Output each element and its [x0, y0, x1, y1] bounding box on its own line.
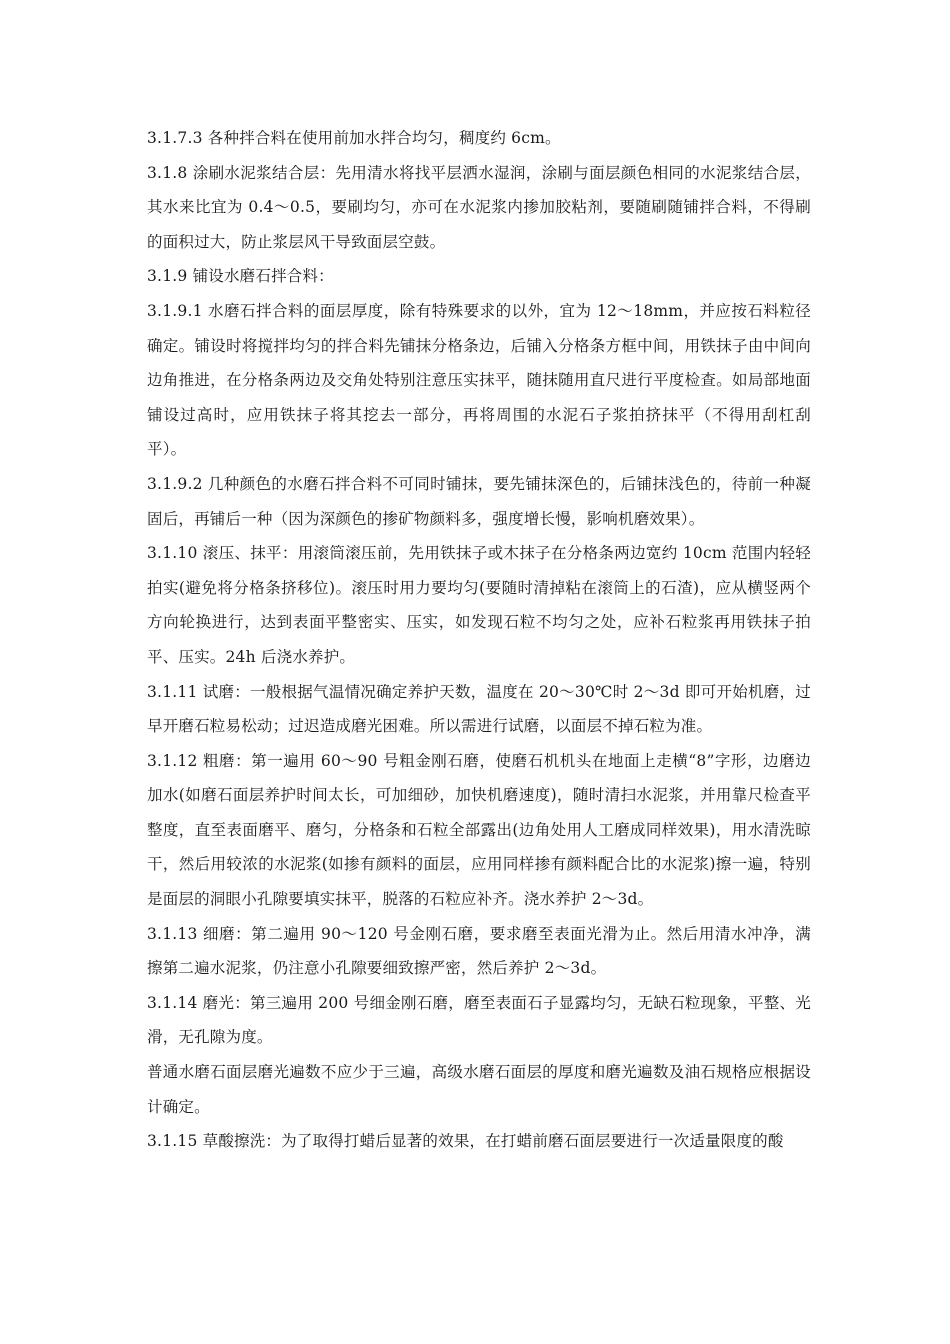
paragraph-3-1-8: 3.1.8 涂刷水泥浆结合层：先用清水将找平层洒水湿润，涂刷与面层颜色相同的水泥浆结合层，其水来比宜为 0.4～0.5，要刷均匀，亦可在水泥浆内掺加胶粘剂，要随刷随铺拌合料，不得刷的面积过大，防止浆层风干导致面层空鼓。 [147, 163, 811, 251]
paragraph-3-1-15: 3.1.15 草酸擦洗：为了取得打蜡后显著的效果，在打蜡前磨石面层要进行一次适量限度的酸 [147, 1132, 784, 1151]
paragraph-3-1-12: 3.1.12 粗磨：第一遍用 60～90 号粗金刚石磨，使磨石机机头在地面上走横“8”字形，边磨边加水(如磨石面层养护时间太长，可加细砂，加快机磨速度)，随时清扫水泥浆，并用靠尺检查平整度，直至表面磨平、磨匀，分格条和石粒全部露出(边角处用人工磨成同样效果)，用水清洗晾干，然后用较浓的水泥浆(如掺有颜料的面层，应用同样掺有颜料配合比的水泥浆)擦一遍，特别是面层的洞眼小孔隙要填实抹平，脱落的石粒应补齐。浇水养护 2～3d。 [147, 751, 811, 909]
paragraph-polish-note: 普通水磨石面层磨光遍数不应少于三遍，高级水磨石面层的厚度和磨光遍数及油石规格应根据设计确定。 [147, 1063, 811, 1116]
document-body [147, 121, 811, 1159]
paragraph-3-1-11: 3.1.11 试磨：一般根据气温情况确定养护天数，温度在 20～30℃时 2～3d 即可开始机磨，过早开磨石粒易松动；过迟造成磨光困难。所以需进行试磨，以面层不掉石粒为准。 [147, 682, 811, 736]
paragraph-3-1-14: 3.1.14 磨光：第三遍用 200 号细金刚石磨，磨至表面石子显露均匀，无缺石粒现象，平整、光滑，无孔隙为度。 [147, 993, 811, 1047]
paragraph-3-1-10: 3.1.10 滚压、抹平：用滚筒滚压前，先用铁抹子或木抹子在分格条两边宽约 10cm 范围内轻轻拍实(避免将分格条挤移位)。滚压时用力要均匀(要随时清掉粘在滚筒上的石渣)，应从横竖两个方向轮换进行，达到表面平整密实、压实，如发现石粒不均匀之处，应补石粒浆再用铁抹子拍平、压实。24h 后浇水养护。 [147, 544, 811, 666]
paragraph-3-1-9: 3.1.9 铺设水磨石拌合料： [147, 267, 334, 286]
paragraph-3-1-9-2: 3.1.9.2 几种颜色的水磨石拌合料不可同时铺抹，要先铺抹深色的，后铺抹浅色的，待前一种凝固后，再铺后一种（因为深颜色的掺矿物颜料多，强度增长慢，影响机磨效果）。 [147, 474, 811, 528]
paragraph-3-1-9-1: 3.1.9.1 水磨石拌合料的面层厚度，除有特殊要求的以外，宜为 12～18mm，并应按石料粒径确定。铺设时将搅拌均匀的拌合料先铺抹分格条边，后铺入分格条方框中间，用铁抹子由中间向边角推进，在分格条两边及交角处特别注意压实抹平，随抹随用直尺进行平度检查。如局部地面铺设过高时，应用铁抹子将其挖去一部分，再将周围的水泥石子浆拍挤抹平（不得用刮杠刮平）。 [147, 301, 811, 459]
paragraph-3-1-7-3: 3.1.7.3 各种拌合料在使用前加水拌合均匀，稠度约 6cm。 [147, 129, 561, 147]
paragraph-3-1-13: 3.1.13 细磨：第二遍用 90～120 号金刚石磨，要求磨至表面光滑为止。然后用清水冲净，满擦第二遍水泥浆，仍注意小孔隙要细致擦严密，然后养护 2～3d。 [147, 924, 811, 978]
